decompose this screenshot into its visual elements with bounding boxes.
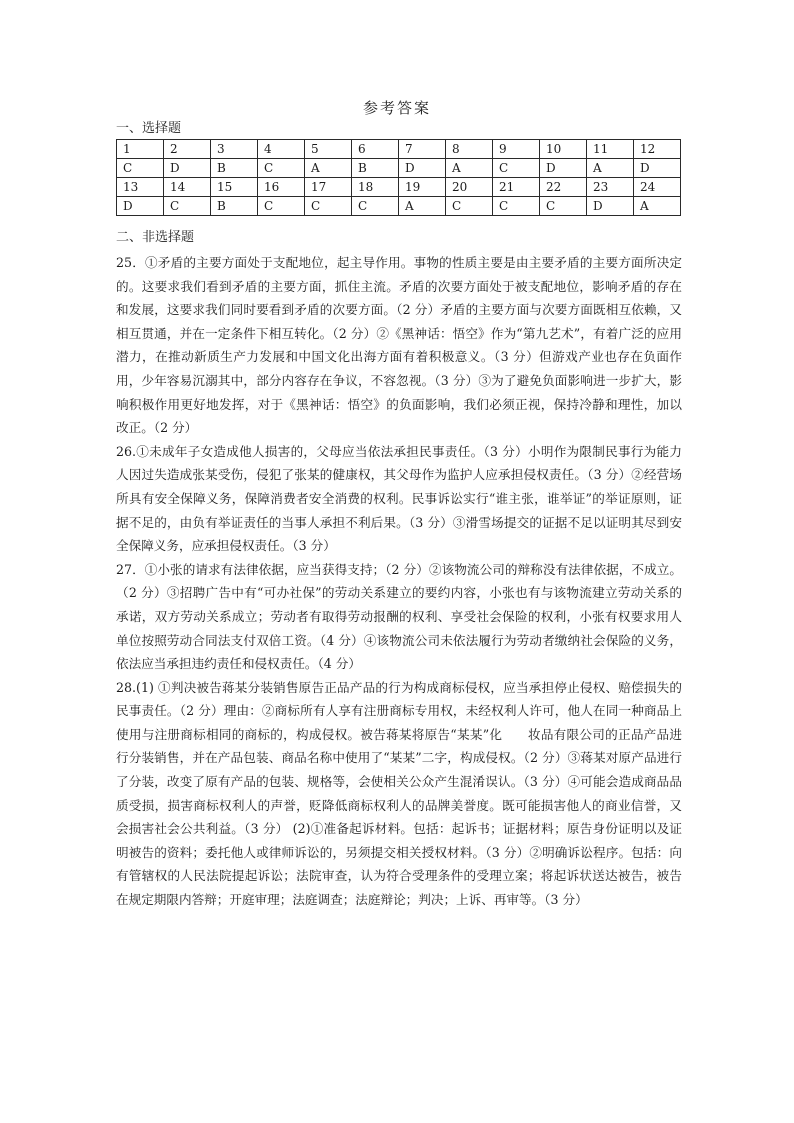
answer-paragraph-28: 28.(1) ①判决被告蒋某分装销售原告正品产品的行为构成商标侵权，应当承担停止侵权、赔偿损失的民事责任。（2 分）理由：②商标所有人享有注册商标专用权，未经权利人许可，他人在同一种商品上使用与注册商标相同的商标的，构成侵权。被告蒋某将原告“某某”化 妆品有限公司的正品产品进行分装销售，并在产品包装、商品名称中使用了“某某”二字，构成侵权。（2 分）③蒋某对原产品进行了分装，改变了原有产品的包装、规格等，会使相关公众产生混淆误认。（3 分）④可能会造成商品品质受损，损害商标权利人的声誉，贬降低商标权利人的品牌美誉度。既可能损害他人的商业信誉，又会损害社会公共利益。（3 分） (2)①准备起诉材料。包括：起诉书；证据材料；原告身份证明以及证明被告的资料；委托他人或律师诉讼的，另须提交相关授权材料。（3 分）②明确诉讼程序。包括：向有管辖权的人民法院提起诉讼；法院审查，认为符合受理条件的受理立案；将起诉状送达被告，被告在规定期限内答辩；开庭审理；法庭调查；法庭辩论；判决；上诉、再审等。（3 分） — [116, 679, 682, 908]
table-cell: C — [446, 197, 493, 216]
table-cell: D — [117, 197, 164, 216]
table-cell: C — [305, 197, 352, 216]
table-cell: 20 — [446, 178, 493, 197]
table-cell: 10 — [540, 140, 587, 159]
table-cell: 8 — [446, 140, 493, 159]
table-cell: 16 — [258, 178, 305, 197]
table-cell: B — [352, 159, 399, 178]
table-cell: 15 — [211, 178, 258, 197]
table-cell: A — [446, 159, 493, 178]
table-cell: A — [587, 159, 634, 178]
table-cell: 19 — [399, 178, 446, 197]
table-cell: 17 — [305, 178, 352, 197]
answer-table — [116, 139, 681, 216]
table-row-numbers — [117, 178, 681, 197]
table-cell: C — [493, 197, 540, 216]
table-cell: C — [540, 197, 587, 216]
table-cell: C — [117, 159, 164, 178]
table-cell: 18 — [352, 178, 399, 197]
table-cell: A — [305, 159, 352, 178]
table-row-answers — [117, 197, 681, 216]
answer-paragraph-27: 27．①小张的请求有法律依据，应当获得支持；（2 分）②该物流公司的辩称没有法律依据，不成立。（2 分）③招聘广告中有“可办社保”的劳动关系建立的要约内容，小张也有与该物流建立劳动关系的承诺，双方劳动关系成立；劳动者有取得劳动报酬的权利、享受社会保险的权利，小张有权要求用人单位按照劳动合同法支付双倍工资。（4 分）④该物流公司未依法履行为劳动者缴纳社会保险的义务，依法应当承担违约责任和侵权责任。（4 分） — [116, 561, 682, 672]
table-cell: A — [634, 197, 681, 216]
table-cell: B — [211, 159, 258, 178]
table-cell: 1 — [117, 140, 164, 159]
table-row-numbers — [117, 140, 681, 159]
table-cell: A — [399, 197, 446, 216]
table-cell: C — [164, 197, 211, 216]
answer-paragraph-26: 26.①未成年子女造成他人损害的，父母应当依法承担民事责任。（3 分）小明作为限制民事行为能力人因过失造成张某受伤，侵犯了张某的健康权，其父母作为监护人应承担侵权责任。（3 分）②经营场所具有安全保障义务，保障消费者安全消费的权利。民事诉讼实行“谁主张，谁举证”的举证原则，证据不足的，由负有举证责任的当事人承担不利后果。（3 分）③滑雪场提交的证据不足以证明其尽到安全保障义务，应承担侵权责任。（3 分） — [116, 443, 682, 554]
table-cell: 5 — [305, 140, 352, 159]
table-cell: 11 — [587, 140, 634, 159]
table-cell: 4 — [258, 140, 305, 159]
table-cell: 21 — [493, 178, 540, 197]
answer-paragraph-25: 25．①矛盾的主要方面处于支配地位，起主导作用。事物的性质主要是由主要矛盾的主要方面所决定的。这要求我们看到矛盾的主要方面，抓住主流。矛盾的次要方面处于被支配地位，影响矛盾的存在和发展，这要求我们同时要看到矛盾的次要方面。（2 分）矛盾的主要方面与次要方面既相互依赖，又相互贯通，并在一定条件下相互转化。（2 分）②《黑神话：悟空》作为“第九艺术”，有着广泛的应用潜力，在推动新质生产力发展和中国文化出海方面有着积极意义。（3 分）但游戏产业也存在负面作用，少年容易沉溺其中，部分内容存在争议，不容忽视。（3 分）③为了避免负面影响进一步扩大，影响积极作用更好地发挥，对于《黑神话：悟空》的负面影响，我们必须正视，保持冷静和理性，加以改正。（2 分） — [116, 255, 682, 436]
table-cell: D — [399, 159, 446, 178]
page-title: 参考答案 — [362, 99, 431, 117]
table-cell: 3 — [211, 140, 258, 159]
table-cell: C — [352, 197, 399, 216]
answer-body — [116, 251, 682, 912]
table-cell: 13 — [117, 178, 164, 197]
table-cell: D — [634, 159, 681, 178]
table-cell: 23 — [587, 178, 634, 197]
table-cell: 6 — [352, 140, 399, 159]
table-row-answers — [117, 159, 681, 178]
table-cell: C — [258, 197, 305, 216]
table-cell: 24 — [634, 178, 681, 197]
table-cell: 22 — [540, 178, 587, 197]
table-cell: C — [258, 159, 305, 178]
table-cell: D — [164, 159, 211, 178]
table-cell: C — [493, 159, 540, 178]
table-cell: 7 — [399, 140, 446, 159]
table-cell: 2 — [164, 140, 211, 159]
table-cell: 9 — [493, 140, 540, 159]
table-cell: D — [540, 159, 587, 178]
table-cell: 12 — [634, 140, 681, 159]
table-cell: D — [587, 197, 634, 216]
table-cell: B — [211, 197, 258, 216]
section-heading-choice: 一、选择题 — [116, 121, 182, 136]
table-cell: 14 — [164, 178, 211, 197]
section-heading-nonchoice: 二、非选择题 — [116, 230, 195, 245]
